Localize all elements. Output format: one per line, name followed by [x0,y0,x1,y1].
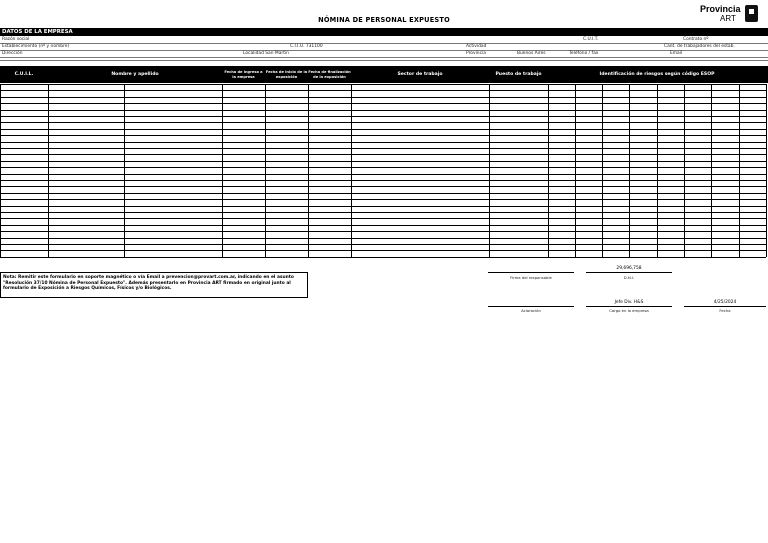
table-column-line [739,84,740,257]
table-row-line [0,90,766,91]
direccion-label: Dirección [2,51,23,56]
table-row-line [0,142,766,143]
fecha-label: Fecha [719,308,731,313]
table-row-line [0,212,766,213]
signature-line [488,272,574,273]
razon-social-label: Razón social [2,37,30,42]
th-fecha-finalizacion: Fecha de finalización de la exposición [308,70,351,79]
table-row-line [0,199,766,200]
table-column-line [684,84,685,257]
table-column-line [711,84,712,257]
cant-trabajadores-label: Cant. de trabajadores del estab. [664,44,735,49]
telefono-label: Teléfono / fax [569,51,599,56]
provincia-value: Buenos Aires [517,51,546,56]
table-column-line [308,84,309,257]
table-column-line [124,84,125,257]
table-row-line [0,148,766,149]
table-column-line [351,84,352,257]
logo-sub: ART [720,14,736,23]
table-row-line [0,161,766,162]
aclaracion-line [488,306,574,307]
table-row-line [0,135,766,136]
table-row-line [0,167,766,168]
table-column-line [657,84,658,257]
dni-label: D.N.I. [623,275,635,280]
ciiu-label: C.I.I.U. 731100 [290,44,323,49]
table-column-line [265,84,266,257]
th-nombre: Nombre y apellido [111,72,159,77]
dni-line [586,272,672,273]
cargo-value: Jefe Div. H&S [614,300,644,305]
table-row-line [0,180,766,181]
table-column-line [602,84,603,257]
table-row-line [0,116,766,117]
logo-mark-icon [745,5,758,22]
provincia-label: Provincia [466,51,486,56]
table-row-line [0,122,766,123]
logo-word: Provincia [700,4,741,14]
th-riesgos: Identificación de riesgos según código ESOP [599,72,715,77]
table-row-line [0,84,766,85]
table-row-line [0,193,766,194]
row-divider [0,60,768,61]
table-row-line [0,103,766,104]
table-column-line [766,84,767,257]
company-section-header: DATOS DE LA EMPRESA [0,28,768,36]
th-cuil: C.U.I.L. [14,72,34,77]
table-row-line [0,257,766,258]
cargo-line [586,306,672,307]
table-row-line [0,110,766,111]
table-column-line [575,84,576,257]
th-sector: Sector de trabajo [397,72,443,77]
row-divider [0,50,768,51]
cuit-label: C.U.I.T. [583,37,599,42]
table-row-line [0,206,766,207]
th-fecha-ingreso: Fecha de ingreso a la empresa [224,70,263,79]
table-row-line [0,174,766,175]
provincia-art-logo [700,4,758,26]
table-row-line [0,238,766,239]
table-row-line [0,250,766,251]
table-row-line [0,186,766,187]
table-row-line [0,244,766,245]
table-row-line [0,218,766,219]
localidad-label: Localidad San Martin [243,51,289,56]
table-row-line [0,97,766,98]
table-row-line [0,225,766,226]
firma-label: Firma del responsable [510,275,552,280]
table-column-line [48,84,49,257]
cargo-label: Cargo en la empresa [609,308,649,313]
aclaracion-label: Aclaración [521,308,541,313]
email-label: Email [670,51,683,56]
table-column-line [489,84,490,257]
table-column-line [629,84,630,257]
th-fecha-inicio: Fecha de inicio de la exposición [265,70,308,79]
dni-value: 29,696,758 [616,266,642,271]
table-row-line [0,154,766,155]
fecha-line [684,306,766,307]
establecimiento-label: Establecimiento (nº y nombre) [2,44,70,49]
contrato-label: Contrato nº [683,37,709,42]
actividad-label: Actividad [466,44,487,49]
row-divider [0,43,768,44]
submission-note: Nota: Remitir este formulario en soporte magnético o vía Email a prevencion@provart.com.ar, indicando en el asunto "Resolución 37/10 Nómina de Personal Expuesto". Además presentarlo en Provincia ART firmado en original junto al formulario de Exposición a Riesgos Químicos, Físicos y/o Biológicos. [0,272,308,298]
page-title: NÓMINA DE PERSONAL EXPUESTO [318,16,450,24]
table-column-line [548,84,549,257]
table-column-line [0,84,1,257]
row-divider [0,57,768,58]
table-row-line [0,129,766,130]
table-row-line [0,231,766,232]
fecha-value: 4/25/2024 [713,300,737,305]
table-column-line [222,84,223,257]
th-puesto: Puesto de trabajo [495,72,542,77]
